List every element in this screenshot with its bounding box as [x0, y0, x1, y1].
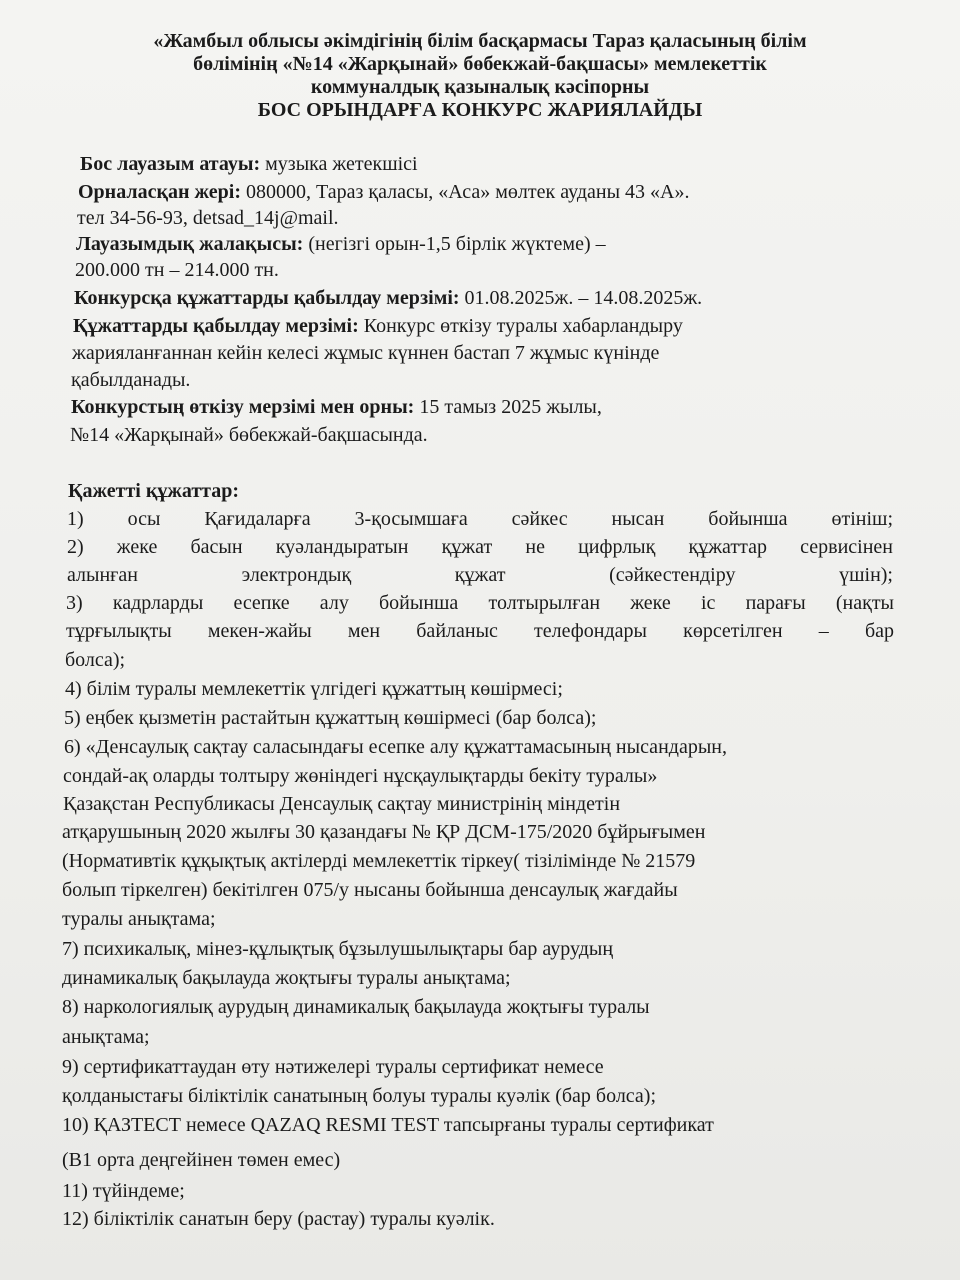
doc-line-19: анықтама; [62, 1026, 150, 1048]
location-row [78, 181, 689, 204]
doc-line-21: қолданыстағы біліктілік санатының болуы туралы куәлік (бар болса); [62, 1085, 657, 1107]
position-value: музыка жетекшісі [260, 153, 418, 175]
doc-line-25: 12) біліктілік санатын беру (растау) туралы куәлік. [62, 1208, 495, 1230]
doc-line-13: (Нормативтік құқықтық актілерді мемлекеттік тіркеу( тізілімінде № 21579 [62, 850, 696, 872]
accept-text-3: қабылданады. [71, 369, 191, 391]
doc-line-20: 9) сертификаттаудан өту нәтижелері туралы сертификат немесе [62, 1056, 604, 1078]
doc-line-16: 7) психикалық, мінез-құлықтық бұзылушылықтары бар аурудың [62, 938, 614, 960]
header-line-2: бөлімінің «№14 «Жарқынай» бөбекжай-бақшасы» мемлекеттік [193, 53, 767, 75]
document-header [60, 30, 900, 122]
doc-line-2: 2) жеке басын куәландыратын құжат не цифрлық құжаттар сервисінен [67, 536, 893, 558]
doc-line-10: сондай-ақ оларды толтыру жөніндегі нұсқаулықтарды бекіту туралы» [63, 765, 658, 787]
contact-line: тел 34-56-93, detsad_14j@mail. [77, 207, 339, 229]
deadline-value: 01.08.2025ж. – 14.08.2025ж. [459, 287, 703, 309]
doc-line-18: 8) наркологиялық аурудың динамикалық бақылауда жоқтығы туралы [62, 996, 650, 1018]
doc-line-17: динамикалық бақылауда жоқтығы туралы анықтама; [62, 967, 511, 989]
header-line-1: «Жамбыл облысы әкімдігінің білім басқармасы Тараз қаласының білім [153, 30, 807, 52]
doc-line-12: атқарушының 2020 жылғы 30 қазандағы № ҚР ДСМ-175/2020 бұйрығымен [62, 821, 706, 843]
location-value: 080000, Тараз қаласы, «Аса» мөлтек ауданы 43 «А». [240, 181, 690, 203]
position-label: Бос лауазым атауы: [80, 153, 261, 175]
location-label: Орналасқан жері: [78, 181, 241, 203]
accept-label: Құжаттарды қабылдау мерзімі: [73, 315, 359, 337]
doc-line-4: 3) кадрларды есепке алу бойынша толтырылған жеке іс парағы (нақты [66, 592, 894, 614]
deadline-label: Конкурсқа құжаттарды қабылдау мерзімі: [74, 287, 460, 309]
position-row [80, 153, 418, 176]
doc-line-15: туралы анықтама; [62, 908, 216, 930]
contest-label: Конкурстың өткізу мерзімі мен орны: [71, 396, 415, 418]
contest-value: 15 тамыз 2025 жылы, [414, 396, 602, 418]
doc-line-1: 1) осы Қағидаларға 3-қосымшаға сәйкес нысан бойынша өтініш; [67, 508, 893, 530]
salary-range: 200.000 тн – 214.000 тн. [75, 259, 279, 281]
doc-line-22: 10) ҚАЗТЕСТ немесе QAZAQ RESMI TEST тапсырғаны туралы сертификат [62, 1114, 714, 1136]
doc-line-23: (В1 орта деңгейінен төмен емес) [62, 1149, 341, 1171]
deadline-row [74, 287, 702, 310]
doc-line-9: 6) «Денсаулық сақтау саласындағы есепке алу құжаттамасының нысандарын, [64, 736, 727, 758]
announcement-title: БОС ОРЫНДАРҒА КОНКУРС ЖАРИЯЛАЙДЫ [257, 99, 703, 121]
accept-value: Конкурс өткізу туралы хабарландыру [358, 315, 683, 337]
doc-line-14: болып тіркелген) бекітілген 075/у нысаны бойынша денсаулық жағдайы [62, 879, 678, 901]
salary-row [76, 233, 606, 256]
contest-place: №14 «Жарқынай» бөбекжай-бақшасында. [70, 424, 428, 446]
doc-line-6: болса); [65, 649, 126, 671]
doc-line-11: Қазақстан Республикасы Денсаулық сақтау министрінің міндетін [63, 793, 621, 815]
doc-line-5: тұрғылықты мекен-жайы мен байланыс телефондары көрсетілген – бар [66, 620, 894, 642]
salary-label: Лауазымдық жалақысы: [76, 233, 304, 255]
accept-row [73, 315, 683, 338]
doc-line-7: 4) білім туралы мемлекеттік үлгідегі құжаттың көшірмесі; [65, 678, 563, 700]
doc-line-8: 5) еңбек қызметін растайтын құжаттың көшірмесі (бар болса); [64, 707, 597, 729]
salary-value: (негізгі орын-1,5 бірлік жүктеме) – [303, 233, 606, 255]
accept-text-2: жарияланғаннан кейін келесі жұмыс күннен бастап 7 жұмыс күнінде [72, 342, 660, 364]
documents-title: Қажетті құжаттар: [68, 480, 240, 502]
contest-row [71, 396, 602, 419]
header-line-3: коммуналдық қазыналық кәсіпорны [310, 76, 650, 98]
doc-line-3: алынған электрондық құжат (сәйкестендіру үшін); [67, 564, 893, 586]
doc-line-24: 11) түйіндеме; [62, 1180, 185, 1202]
